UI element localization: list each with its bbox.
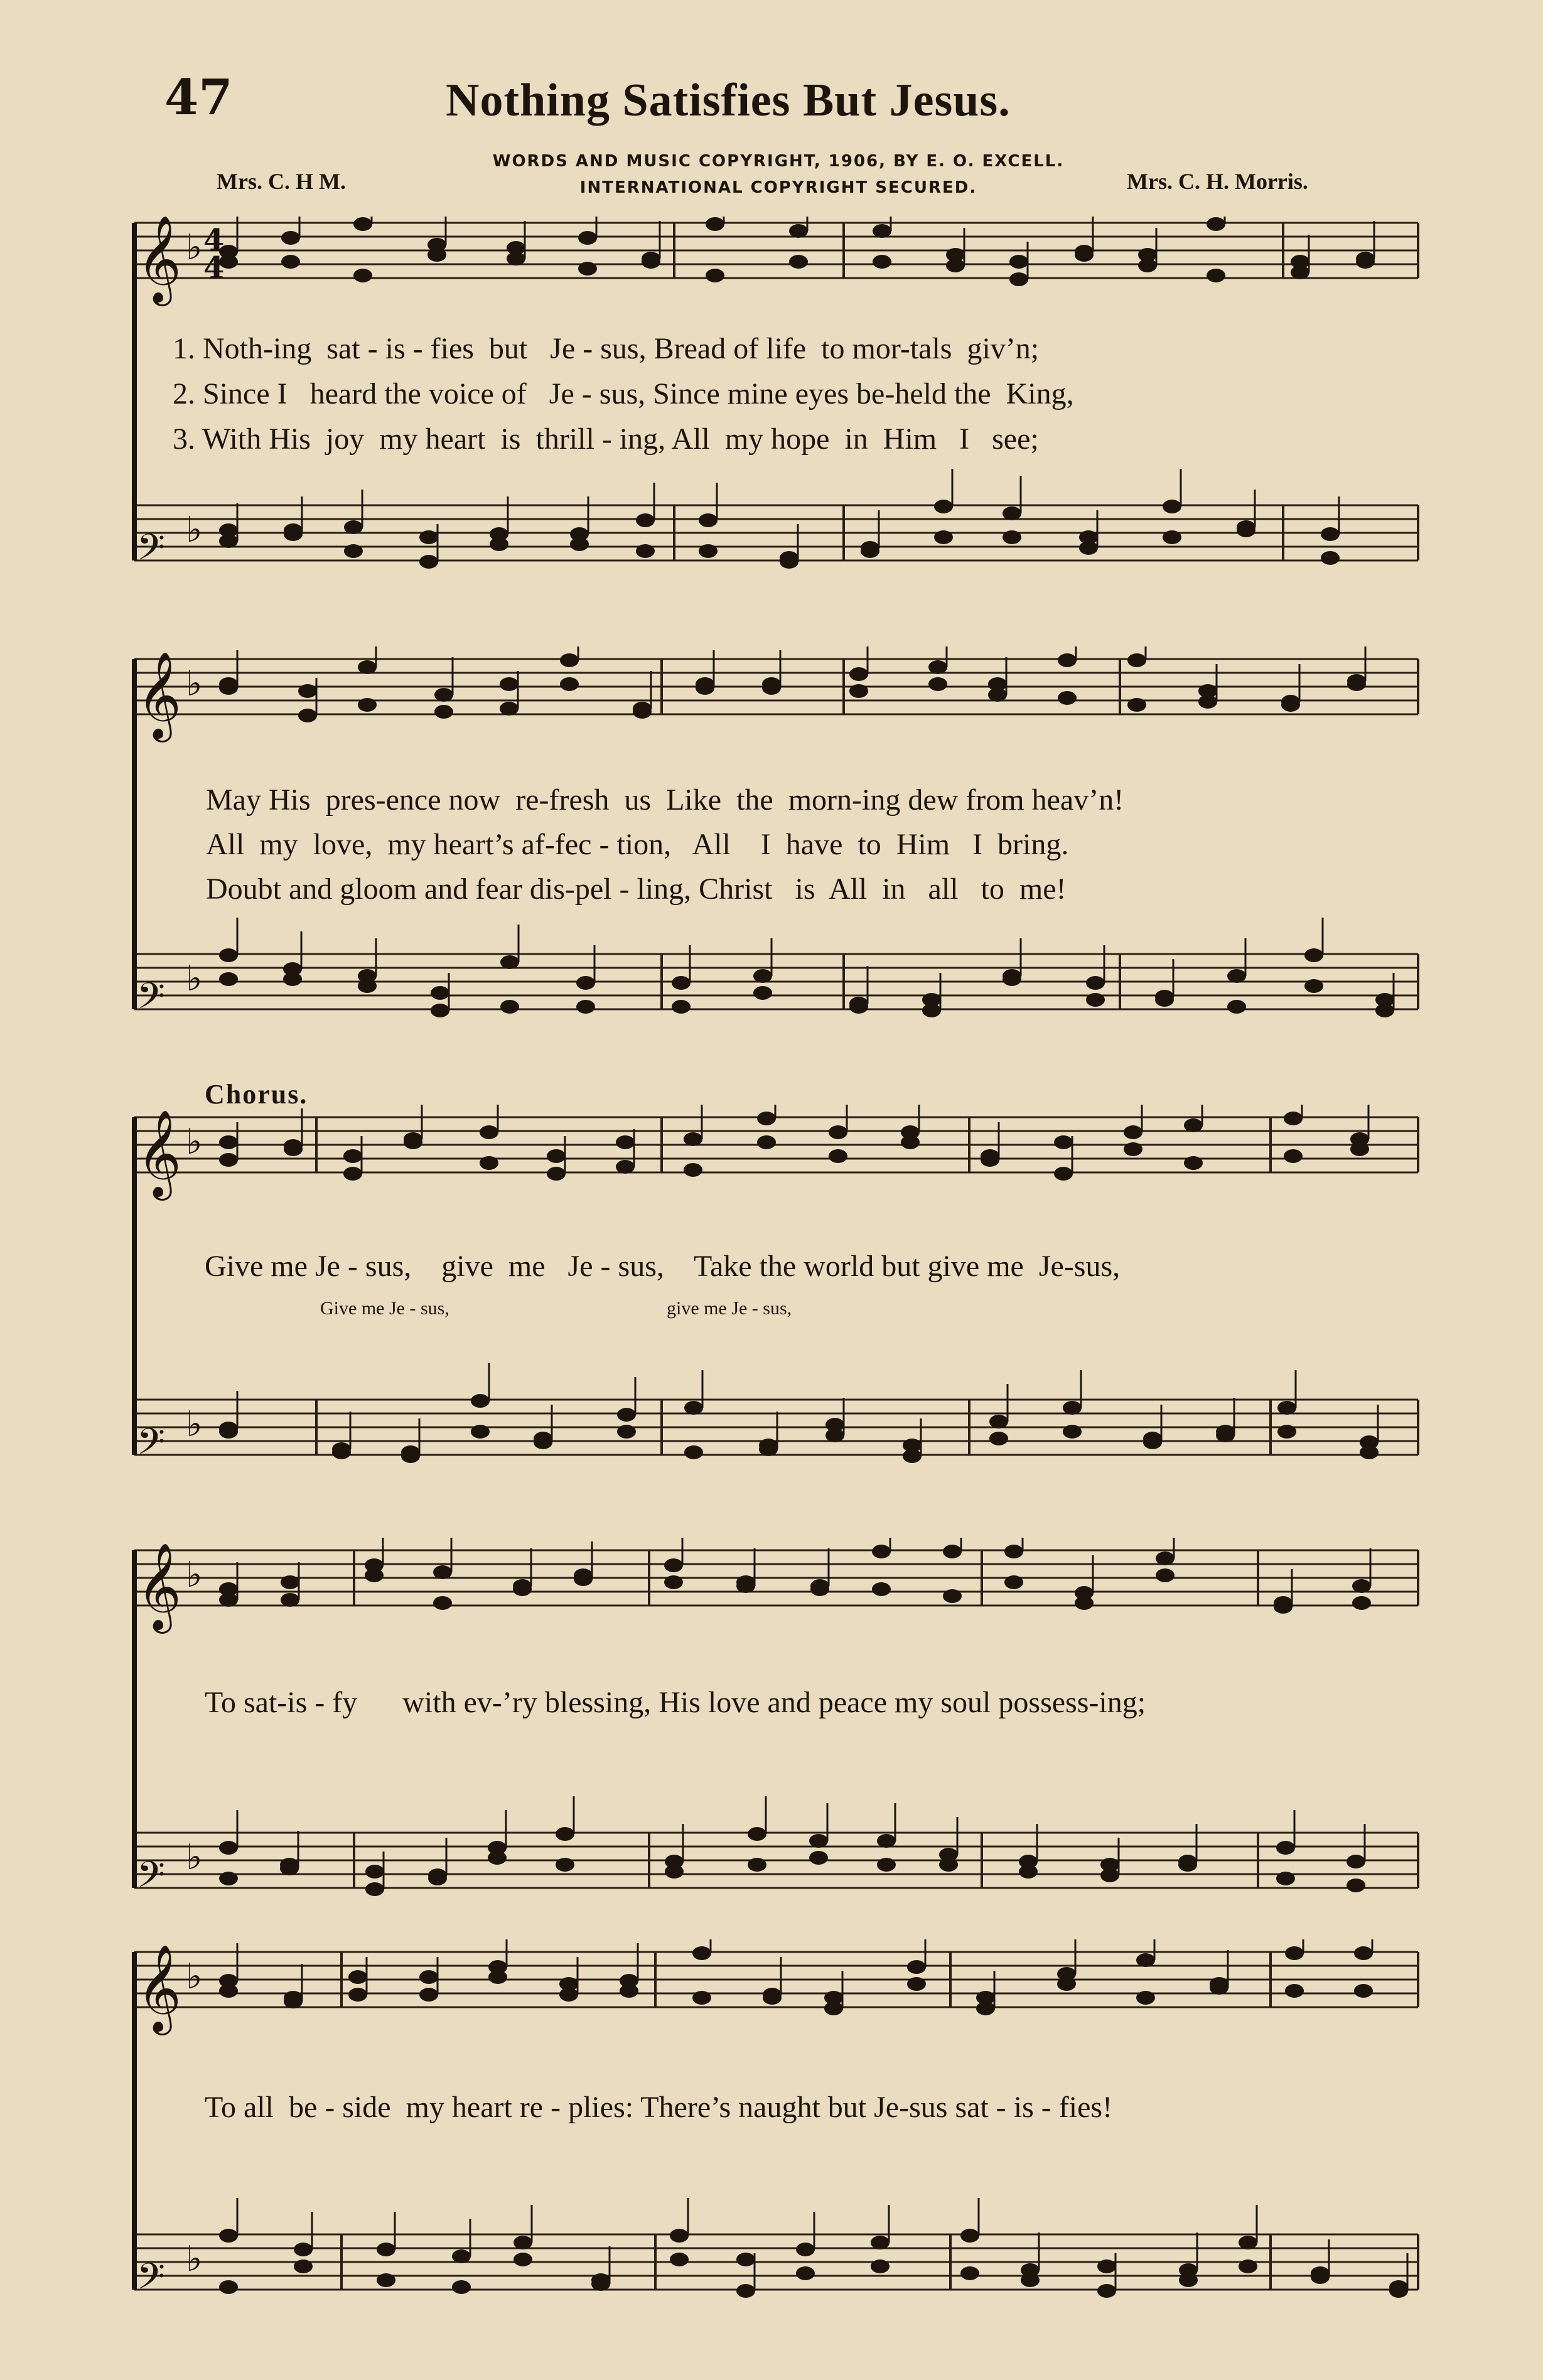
note-head <box>672 1000 691 1014</box>
note-head <box>1127 698 1146 712</box>
note-head <box>901 1135 920 1149</box>
time-signature: 4 <box>203 250 225 286</box>
note-head <box>757 1112 776 1125</box>
note-head <box>1304 948 1323 962</box>
note-head <box>500 955 519 969</box>
note-head <box>810 1582 829 1596</box>
verse-1-line-2: May His pres-ence now re-fresh us Like the morn-ing dew from heav’n! <box>206 783 1124 817</box>
note-head <box>903 1439 922 1452</box>
note-head <box>824 1991 843 2005</box>
note-head <box>578 231 597 245</box>
note-head <box>365 1568 384 1582</box>
note-head <box>1054 1135 1073 1149</box>
note-head <box>699 544 718 558</box>
note-head <box>1184 1156 1203 1170</box>
note-head <box>1156 1552 1175 1565</box>
note-head <box>1352 1579 1371 1593</box>
note-head <box>1285 1984 1304 1998</box>
note-head <box>428 1872 447 1885</box>
note-head <box>280 1858 299 1872</box>
note-head <box>684 1163 702 1177</box>
note-head <box>616 1135 635 1149</box>
note-head <box>534 1432 552 1445</box>
note-head <box>642 255 660 269</box>
bass-clef: 𝄢 <box>137 1420 166 1472</box>
note-head <box>365 1882 384 1896</box>
treble-clef: 𝄞 <box>137 651 181 739</box>
note-head <box>636 513 655 527</box>
note-head <box>353 269 372 282</box>
note-head <box>796 2266 815 2280</box>
music-credit: Mrs. C. H. Morris. <box>1127 169 1308 194</box>
note-head <box>1009 272 1028 286</box>
note-head <box>1227 1000 1246 1014</box>
note-head <box>1281 698 1300 712</box>
note-head <box>861 544 879 558</box>
flat-sign: ♭ <box>186 1122 203 1162</box>
note-head <box>488 1851 507 1865</box>
note-head <box>1274 1596 1293 1610</box>
note-head <box>907 1960 926 1974</box>
note-head <box>1156 1568 1175 1582</box>
flat-sign: ♭ <box>186 1404 203 1445</box>
note-head <box>699 513 718 527</box>
note-head <box>1356 255 1375 269</box>
note-head <box>1239 2236 1257 2249</box>
chorus-echo-2: give me Je - sus, <box>667 1298 792 1319</box>
note-head <box>877 1834 896 1848</box>
note-head <box>922 993 941 1007</box>
note-head <box>1227 969 1246 983</box>
note-head <box>946 248 965 262</box>
note-head <box>219 1135 238 1149</box>
note-head <box>1216 1425 1235 1439</box>
note-head <box>1124 1142 1142 1156</box>
note-head <box>670 2253 689 2266</box>
note-head <box>1143 1432 1162 1445</box>
note-head <box>348 1988 367 2002</box>
note-head <box>1021 2273 1040 2287</box>
note-head <box>433 1596 452 1610</box>
note-head <box>488 1970 507 1984</box>
note-head <box>560 653 579 667</box>
treble-clef: 𝄞 <box>137 217 181 303</box>
note-head <box>1004 1575 1023 1589</box>
note-head <box>471 1425 490 1439</box>
note-head <box>281 255 300 269</box>
note-head <box>570 537 589 551</box>
note-head <box>219 1984 238 1998</box>
note-head <box>617 1425 636 1439</box>
treble-clef: 𝄞 <box>137 1944 181 2032</box>
note-head <box>219 2280 238 2294</box>
note-head <box>431 1004 449 1017</box>
note-head <box>281 1593 299 1607</box>
note-head <box>960 2266 979 2280</box>
note-head <box>294 2243 313 2256</box>
note-head <box>1277 1401 1296 1415</box>
note-head <box>664 1558 683 1572</box>
note-head <box>556 1827 574 1841</box>
note-head <box>1075 248 1094 262</box>
note-head <box>219 1872 238 1885</box>
note-head <box>907 1977 926 1991</box>
note-head <box>1347 677 1366 691</box>
note-head <box>620 1984 638 1998</box>
note-head <box>507 241 525 255</box>
note-head <box>547 1167 566 1181</box>
note-head <box>670 2229 689 2243</box>
note-head <box>759 1439 778 1452</box>
note-head <box>1179 2273 1198 2287</box>
note-head <box>547 1149 566 1163</box>
note-head <box>513 2236 532 2249</box>
note-head <box>576 976 595 990</box>
note-head <box>981 1149 999 1163</box>
note-head <box>1079 530 1098 544</box>
note-head <box>281 231 300 245</box>
note-head <box>757 1135 776 1149</box>
note-head <box>1207 217 1225 231</box>
note-head <box>452 2280 471 2294</box>
bass-clef: 𝄢 <box>137 975 166 1026</box>
note-head <box>1163 530 1181 544</box>
note-head <box>1178 1858 1197 1872</box>
note-head <box>434 688 453 702</box>
note-head <box>943 1589 962 1603</box>
note-head <box>219 677 238 691</box>
note-head <box>490 537 508 551</box>
note-head <box>513 1582 532 1596</box>
note-head <box>348 1970 367 1984</box>
note-head <box>989 1415 1008 1429</box>
note-head <box>877 1858 896 1872</box>
note-head <box>943 1545 962 1558</box>
note-head <box>365 1865 384 1879</box>
note-head <box>377 2243 395 2256</box>
note-head <box>849 667 868 681</box>
note-head <box>343 1167 362 1181</box>
flat-sign: ♭ <box>186 2239 203 2280</box>
time-signature: 4 <box>203 223 225 258</box>
note-head <box>1239 2259 1257 2273</box>
note-head <box>616 1160 635 1174</box>
note-head <box>332 1445 351 1459</box>
note-head <box>404 1135 422 1149</box>
verse-3-line-2: Doubt and gloom and fear dis-pel - ling, Christ is All in all to me! <box>206 872 1067 906</box>
note-head <box>789 224 808 238</box>
note-head <box>796 2243 815 2256</box>
note-head <box>617 1408 636 1422</box>
note-head <box>559 1977 578 1991</box>
note-head <box>1086 993 1105 1007</box>
verse-2-line-2: All my love, my heart’s af-fec - tion, All I have to Him I bring. <box>206 828 1069 861</box>
note-head <box>427 248 446 262</box>
copyright-line: WORDS AND MUSIC COPYRIGHT, 1906, BY E. O. EXCELL. <box>492 152 1065 171</box>
note-head <box>500 702 519 716</box>
note-head <box>825 1418 844 1432</box>
note-head <box>1003 530 1021 544</box>
note-head <box>748 1827 766 1841</box>
words-credit: Mrs. C. H M. <box>217 169 346 194</box>
note-head <box>1136 1991 1155 2005</box>
verse-1-line-1: 1. Noth-ing sat - is - fies but Je - sus, Bread of life to mor-tals giv’n; <box>173 332 1040 365</box>
note-head <box>1285 1946 1304 1960</box>
note-head <box>281 1575 299 1589</box>
note-head <box>500 677 519 691</box>
note-head <box>284 1142 303 1156</box>
copyright-line: INTERNATIONAL COPYRIGHT SECURED. <box>579 178 977 197</box>
note-head <box>1350 1142 1369 1156</box>
note-head <box>1207 269 1225 282</box>
note-head <box>1054 1167 1073 1181</box>
note-head <box>696 677 714 691</box>
chorus-line-3: To all be - side my heart re - plies: There’s naught but Je-sus sat - is - fies! <box>205 2091 1113 2124</box>
note-head <box>283 972 302 986</box>
note-head <box>829 1125 847 1139</box>
note-head <box>928 677 947 691</box>
note-head <box>736 2284 755 2298</box>
note-head <box>343 1149 362 1163</box>
note-head <box>960 2229 979 2243</box>
note-head <box>431 986 449 1000</box>
note-head <box>1009 255 1028 269</box>
note-head <box>1086 976 1105 990</box>
note-head <box>1063 1425 1082 1439</box>
note-head <box>401 1445 420 1459</box>
verse-2-line-1: 2. Since I heard the voice of Je - sus, Since mine eyes be-held the King, <box>173 377 1074 410</box>
note-head <box>219 1153 238 1167</box>
note-head <box>1210 1977 1228 1991</box>
note-head <box>1354 1946 1373 1960</box>
hymn-title: Nothing Satisfies But Jesus. <box>446 75 1011 126</box>
chorus-echo-1: Give me Je - sus, <box>320 1298 449 1319</box>
note-head <box>762 677 781 691</box>
note-head <box>219 948 238 962</box>
note-head <box>1075 1596 1094 1610</box>
note-head <box>219 2229 238 2243</box>
note-head <box>480 1156 498 1170</box>
note-head <box>872 1545 891 1558</box>
note-head <box>988 677 1007 691</box>
note-head <box>664 1575 683 1589</box>
note-head <box>1019 1865 1038 1879</box>
note-head <box>753 986 772 1000</box>
note-head <box>1277 1425 1296 1439</box>
note-head <box>736 2253 755 2266</box>
note-head <box>1311 2266 1330 2280</box>
note-head <box>1136 1953 1155 1967</box>
note-head <box>684 1132 702 1146</box>
flat-sign: ♭ <box>186 1837 203 1878</box>
chorus-line-1: Give me Je - sus, give me Je - sus, Take the world but give me Je-sus, <box>205 1250 1121 1283</box>
note-head <box>219 972 238 986</box>
note-head <box>1127 653 1146 667</box>
note-head <box>358 698 377 712</box>
note-head <box>219 1582 238 1596</box>
note-head <box>748 1858 766 1872</box>
note-head <box>1097 2284 1116 2298</box>
note-head <box>358 979 377 993</box>
note-head <box>809 1851 828 1865</box>
bass-clef: 𝄢 <box>137 526 166 577</box>
note-head <box>1304 979 1323 993</box>
hymn-number: 47 <box>164 69 233 126</box>
note-head <box>1354 1984 1373 1998</box>
note-head <box>419 1970 438 1984</box>
bass-clef: 𝄢 <box>137 1853 166 1902</box>
note-head <box>873 255 891 269</box>
copyright-notice <box>477 148 1080 201</box>
note-head <box>871 2236 890 2249</box>
note-head <box>1321 551 1340 565</box>
note-head <box>789 255 808 269</box>
treble-clef: 𝄞 <box>137 1543 181 1630</box>
note-head <box>294 2259 313 2273</box>
note-head <box>513 2253 532 2266</box>
note-head <box>1237 523 1255 537</box>
note-head <box>1058 653 1077 667</box>
note-head <box>692 1991 711 2005</box>
note-head <box>1097 2259 1116 2273</box>
music-system <box>128 1105 1421 1475</box>
note-head <box>934 500 953 513</box>
note-head <box>1100 1858 1119 1872</box>
note-head <box>434 705 453 719</box>
note-head <box>219 523 238 537</box>
note-head <box>353 217 372 231</box>
note-head <box>989 1432 1008 1445</box>
note-head <box>1284 1112 1303 1125</box>
note-head <box>873 224 891 238</box>
note-head <box>1155 993 1174 1007</box>
chorus-label: Chorus. <box>205 1079 308 1110</box>
chorus-line-2: To sat-is - fy with ev-’ry blessing, His love and peace my soul possess-ing; <box>205 1686 1146 1719</box>
note-head <box>1184 1118 1203 1132</box>
note-head <box>1360 1445 1379 1459</box>
note-head <box>684 1445 703 1459</box>
note-head <box>633 705 652 719</box>
music-system <box>128 1538 1421 1902</box>
flat-sign: ♭ <box>186 510 203 550</box>
note-head <box>636 544 655 558</box>
note-head <box>1004 1545 1023 1558</box>
note-head <box>452 2249 471 2263</box>
note-head <box>871 2259 890 2273</box>
note-head <box>576 1000 595 1014</box>
note-head <box>284 523 303 537</box>
note-head <box>939 1858 958 1872</box>
bass-clef: 𝄢 <box>137 2255 166 2303</box>
note-head <box>706 217 724 231</box>
note-head <box>1124 1125 1142 1139</box>
note-head <box>377 2273 395 2287</box>
note-head <box>684 1401 703 1415</box>
note-head <box>1276 1841 1295 1855</box>
note-head <box>1003 972 1021 986</box>
flat-sign: ♭ <box>186 958 203 999</box>
note-head <box>1058 691 1077 705</box>
note-head <box>1198 684 1217 698</box>
note-head <box>284 1991 303 2005</box>
note-head <box>500 1000 519 1014</box>
treble-clef: 𝄞 <box>137 1110 181 1197</box>
note-head <box>419 555 438 569</box>
note-head <box>480 1125 498 1139</box>
note-head <box>560 677 579 691</box>
note-head <box>578 262 597 276</box>
flat-sign: ♭ <box>186 1555 203 1595</box>
note-head <box>849 1000 868 1014</box>
note-head <box>976 1991 995 2005</box>
note-head <box>672 976 691 990</box>
staff-notation <box>128 1538 1421 1902</box>
note-head <box>780 551 798 565</box>
note-head <box>1321 527 1340 541</box>
note-head <box>471 1394 490 1408</box>
note-head <box>344 520 363 534</box>
note-head <box>219 1425 238 1439</box>
note-head <box>591 2273 610 2287</box>
note-head <box>706 269 724 282</box>
note-head <box>1375 993 1394 1007</box>
note-head <box>809 1834 828 1848</box>
note-head <box>872 1582 891 1596</box>
note-head <box>1352 1596 1371 1610</box>
note-head <box>1057 1977 1076 1991</box>
note-head <box>934 530 953 544</box>
note-head <box>1138 248 1157 262</box>
flat-sign: ♭ <box>186 663 203 704</box>
note-head <box>692 1946 711 1960</box>
note-head <box>849 684 868 698</box>
staff-notation <box>128 1105 1421 1475</box>
note-head <box>1063 1401 1082 1415</box>
verse-3-line-1: 3. With His joy my heart is thrill - ing, All my hope in Him I see; <box>173 422 1039 456</box>
note-head <box>219 1841 238 1855</box>
note-head <box>1003 507 1021 520</box>
note-head <box>419 530 438 544</box>
note-head <box>433 1565 452 1579</box>
note-head <box>1347 1879 1365 1892</box>
flat-sign: ♭ <box>186 1956 203 1997</box>
note-head <box>1163 500 1181 513</box>
note-head <box>298 684 317 698</box>
flat-sign: ♭ <box>186 227 203 268</box>
note-head <box>344 544 363 558</box>
note-head <box>1276 1872 1295 1885</box>
note-head <box>763 1991 782 2005</box>
note-head <box>829 1149 847 1163</box>
note-head <box>665 1865 684 1879</box>
note-head <box>358 660 377 674</box>
note-head <box>419 1988 438 2002</box>
note-head <box>556 1858 574 1872</box>
note-head <box>928 660 947 674</box>
note-head <box>1389 2280 1408 2294</box>
note-head <box>1291 255 1309 269</box>
note-head <box>574 1568 593 1582</box>
note-head <box>736 1575 755 1589</box>
note-head <box>1347 1855 1365 1868</box>
note-head <box>753 969 772 983</box>
note-head <box>298 709 317 722</box>
note-head <box>1284 1149 1303 1163</box>
